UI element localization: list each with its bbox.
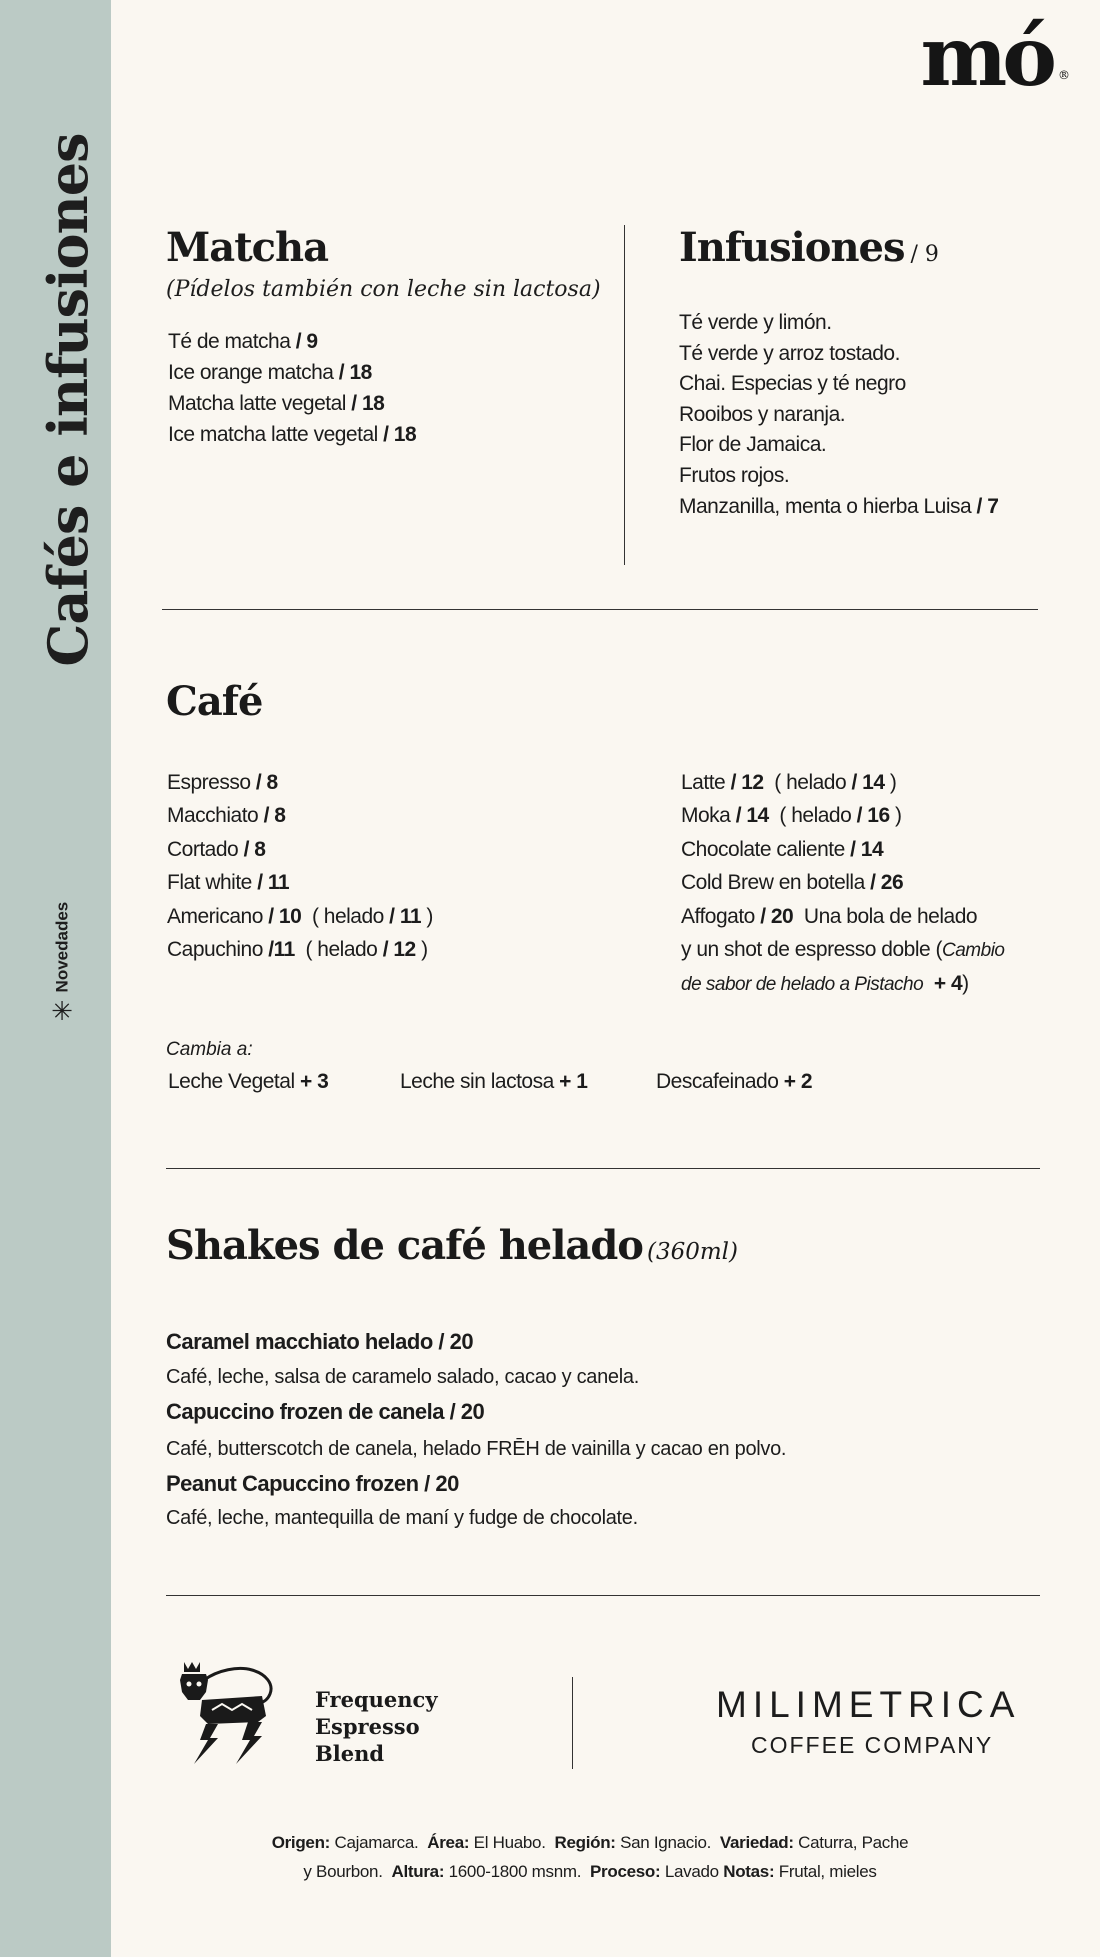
list-item [681,900,1005,933]
novedades-text: Novedades [52,901,71,993]
item-desc-close: ) [962,972,969,996]
matcha-title [166,224,328,271]
sidebar-title: Cafés e infusiones [36,133,100,667]
altitude-value: 1600-1800 msnm. [448,1862,582,1881]
item-extra-price: / 11 [389,904,422,928]
cambia-label: Cambia a: [166,1039,253,1060]
item-desc-italic: de sabor de helado a Pistacho [681,974,924,996]
item-extra-close: ) [426,904,433,928]
area-value: El Huabo. [473,1833,546,1852]
option-name: Leche sin lactosa [400,1070,554,1093]
variety-label: Variedad: [719,1833,794,1852]
cafe-right-list [681,766,1005,1002]
blend-line: Espresso [315,1714,420,1739]
option-price: + 1 [559,1070,588,1093]
section-divider [166,1168,1040,1169]
shakes-title-text: Shakes de café helado [166,1222,643,1269]
cafe-left-list [167,766,433,966]
monkey-logo-icon [178,1660,280,1768]
list-item: Té verde y limón. [679,311,832,334]
altitude-label: Altura: [391,1862,445,1881]
item-desc: y un shot de espresso doble ( [681,938,943,962]
registered-mark: ® [1058,68,1070,82]
item-extra-close: ) [421,938,428,962]
section-divider [162,609,1038,610]
origin-label: Origen: [271,1833,331,1852]
shake-desc: Café, leche, mantequilla de maní y fudge de chocolate. [166,1507,638,1529]
item-price: / 8 [263,804,286,828]
novedades-label [47,901,78,1026]
item-price: / 8 [255,771,278,794]
blend-name [315,1686,438,1767]
list-item [167,933,433,966]
shake-name: Peanut Capuccino frozen / 20 [166,1471,459,1496]
shake-name: Caramel macchiato helado / 20 [166,1329,474,1354]
logo-text: mó [920,9,1052,105]
item-price: / 26 [870,871,904,895]
item-price: / 10 [268,904,302,928]
item-name: Moka [681,804,731,828]
infusiones-list [679,308,998,522]
item-name: Latte [681,771,726,794]
list-item [168,326,416,357]
option-price: + 2 [783,1070,813,1093]
item-price: / 8 [243,837,266,861]
shakes-title [166,1222,738,1269]
item-price: / 18 [351,392,385,415]
cafe-title [166,678,262,725]
variety-value: Caturra, Pache [798,1833,909,1852]
matcha-title-text: Matcha [166,224,329,271]
brand-logo [920,9,1070,105]
option-price: + 3 [299,1070,329,1093]
list-item [681,866,1005,899]
roaster-name: MILIMETRICA [716,1684,1021,1725]
region-label: Región: [554,1833,616,1852]
blend-line: Frequency [315,1687,438,1712]
footer-divider [572,1677,573,1769]
item-price: / 18 [338,361,372,384]
origin-line-2 [180,1857,1000,1886]
list-item: Chai. Especias y té negro [679,372,906,396]
list-item [681,766,1005,799]
item-name: Espresso [167,771,251,794]
list-item [167,766,433,799]
item-price: / 14 [735,804,769,828]
list-item [168,419,416,450]
infusiones-price: / 9 [910,242,939,267]
infusiones-title [679,224,939,271]
list-item [681,833,1005,866]
item-extra-price: / 12 [382,938,416,962]
item-name: Americano [167,904,263,928]
item-name: Manzanilla, menta o hierba Luisa [679,494,972,518]
list-item [681,933,1005,967]
item-price: + 4 [933,972,963,996]
item-price: / 11 [257,871,290,895]
option-name: Descafeinado [656,1070,779,1093]
option-sin-lactosa [400,1070,587,1094]
item-price: / 9 [295,330,318,353]
column-divider [624,225,625,565]
process-value: Lavado [664,1862,719,1881]
item-price: / 18 [383,423,417,446]
list-item: Flor de Jamaica. [679,433,827,457]
item-desc: Una bola de helado [803,904,978,928]
matcha-subtitle: (Pídelos también con leche sin lactosa) [166,277,601,302]
list-item: Frutos rojos. [679,463,790,487]
area-label: Área: [427,1833,470,1852]
item-extra-price: / 14 [851,771,885,794]
item-name: Affogato [681,904,755,928]
item-extra: ( helado [311,904,384,928]
list-item [167,866,433,899]
blend-line: Blend [315,1741,385,1766]
item-price: / 12 [730,771,764,794]
infusiones-title-text: Infusiones [679,224,905,271]
shake-desc: Café, leche, salsa de caramelo salado, cacao y canela. [166,1366,639,1388]
item-name: Matcha latte vegetal [168,392,346,415]
item-name: Chocolate caliente [681,837,845,861]
option-descafeinado [656,1070,812,1094]
item-extra-price: / 16 [856,804,890,828]
list-item [167,833,433,866]
list-item [681,799,1005,832]
notes-value: Frutal, mieles [778,1862,877,1881]
list-item [681,967,1005,1001]
item-extra-close: ) [889,771,897,794]
notes-label: Notas: [723,1862,775,1881]
item-extra: ( helado [779,804,852,828]
process-label: Proceso: [590,1862,661,1881]
asterisk-icon: ✳ [51,995,73,1026]
list-item [168,357,416,388]
origin-line-1 [180,1828,1000,1857]
item-name: Macchiato [167,804,259,828]
item-extra: ( helado [774,771,847,794]
item-extra: ( helado [305,938,378,962]
origin-details [180,1828,1000,1886]
shake-desc: Café, butterscotch de canela, helado FRĒH de vainilla y cacao en polvo. [166,1438,787,1460]
list-item [167,900,433,933]
list-item: Té verde y arroz tostado. [679,341,900,365]
option-leche-vegetal [168,1070,328,1094]
list-item [167,799,433,832]
sidebar-band [0,0,111,1957]
list-item [679,492,998,523]
option-name: Leche Vegetal [168,1070,295,1093]
item-price: / 7 [976,494,999,518]
item-desc-italic: Cambio [942,940,1005,962]
item-price: / 14 [850,837,884,861]
item-name: Cortado [167,837,239,861]
section-divider [166,1595,1040,1596]
item-name: Capuchino [167,938,263,962]
item-name: Ice orange matcha [168,361,334,384]
cafe-title-text: Café [166,678,263,725]
variety-value-cont: y Bourbon. [303,1862,383,1881]
list-item: Rooibos y naranja. [679,402,846,426]
item-price: /11 [268,938,295,962]
list-item [168,388,416,419]
region-value: San Ignacio. [620,1833,712,1852]
item-extra-close: ) [895,804,902,828]
matcha-list [168,326,416,450]
shakes-size: (360ml) [647,1239,739,1265]
shake-name: Capuccino frozen de canela / 20 [166,1399,485,1424]
item-price: / 20 [760,904,794,928]
item-name: Flat white [167,871,252,895]
roaster-subtitle: COFFEE COMPANY [751,1732,994,1758]
item-name: Té de matcha [168,330,291,353]
item-name: Ice matcha latte vegetal [168,423,378,446]
origin-value: Cajamarca. [334,1833,419,1852]
item-name: Cold Brew en botella [681,871,865,895]
